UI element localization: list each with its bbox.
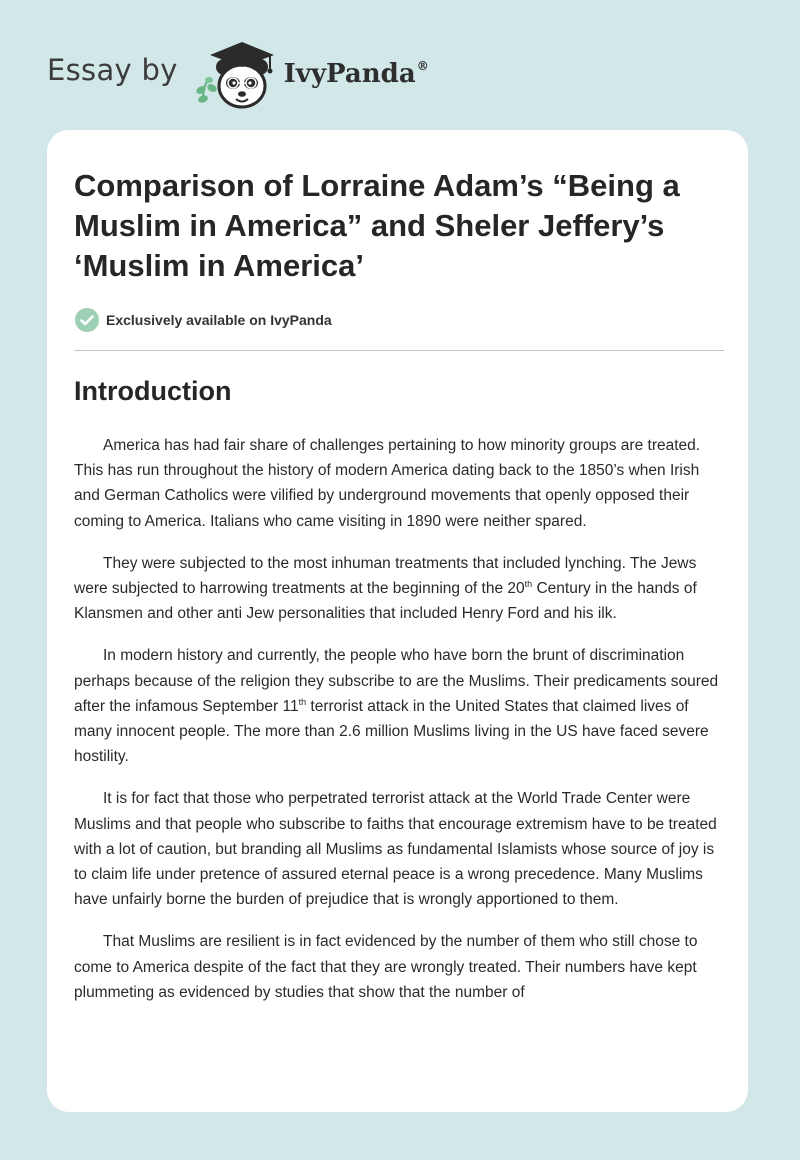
section-title: Introduction bbox=[74, 376, 232, 406]
paragraph bbox=[74, 551, 724, 627]
brand-name-text: IvyPanda bbox=[283, 59, 416, 89]
title-divider bbox=[74, 350, 724, 351]
brand-name[interactable] bbox=[284, 59, 429, 89]
ordinal-suffix: th bbox=[524, 579, 533, 590]
essay-by-label: Essay by bbox=[47, 53, 178, 87]
ordinal-suffix: th bbox=[298, 696, 307, 707]
article-card bbox=[47, 130, 748, 1112]
paragraph-text: Century in the hands of Klansmen and other anti Jew personalities that included Henry Ford and his ilk. bbox=[74, 580, 697, 623]
site-header bbox=[47, 36, 429, 112]
exclusive-label: Exclusively available on IvyPanda bbox=[106, 312, 332, 328]
check-circle-icon bbox=[74, 307, 100, 333]
paragraph bbox=[74, 643, 724, 769]
article-title: Comparison of Lorraine Adam’s “Being a Muslim in America” and Sheler Jeffery’s ‘Muslim in America’ bbox=[74, 168, 680, 283]
paragraph-text: They were subjected to the most inhuman treatments that included lynching. The Jews were subjected to harrowing treatments at the beginning of the 20 bbox=[74, 554, 697, 598]
paragraph-text: terrorist attack in the United States that claimed lives of many innocent people. The more than 2.6 million Muslims living in the US have faced severe hostility. bbox=[74, 697, 709, 766]
paragraph: That Muslims are resilient is in fact evidenced by the number of them who still chose to come to America despite of the fact that they are wrongly treated. Their numbers have kept plummeting as evidenced by studies that show that the number of bbox=[74, 933, 698, 1001]
paragraph-text: In modern history and currently, the people who have born the brunt of discrimination perhaps because of the religion they subscribe to are the Muslims. Their predicaments soured after the infamous September 11 bbox=[74, 647, 719, 715]
exclusive-badge bbox=[74, 307, 723, 333]
registered-mark: ® bbox=[416, 59, 429, 73]
paragraph: America has had fair share of challenges pertaining to how minority groups are treated. This has run throughout the history of modern America dating back to the 1850’s when Irish and German Catholics were vilified by underground movements that openly opposed their coming to America. Italians who came visiting in 1890 were neither spared. bbox=[74, 437, 701, 530]
panda-logo-icon bbox=[192, 36, 282, 112]
paragraph: It is for fact that those who perpetrated terrorist attack at the World Trade Center were Muslims and that people who subscribe to faiths that encourage extremism have to be treated with a lot of caution, but branding all Muslims as fundamental Islamists whose source of joy is to claim life under pretence of assured eternal peace is a wrong precedence. Many Muslims have unfairly borne the burden of prejudice that is wrongly apportioned to them. bbox=[74, 790, 717, 909]
